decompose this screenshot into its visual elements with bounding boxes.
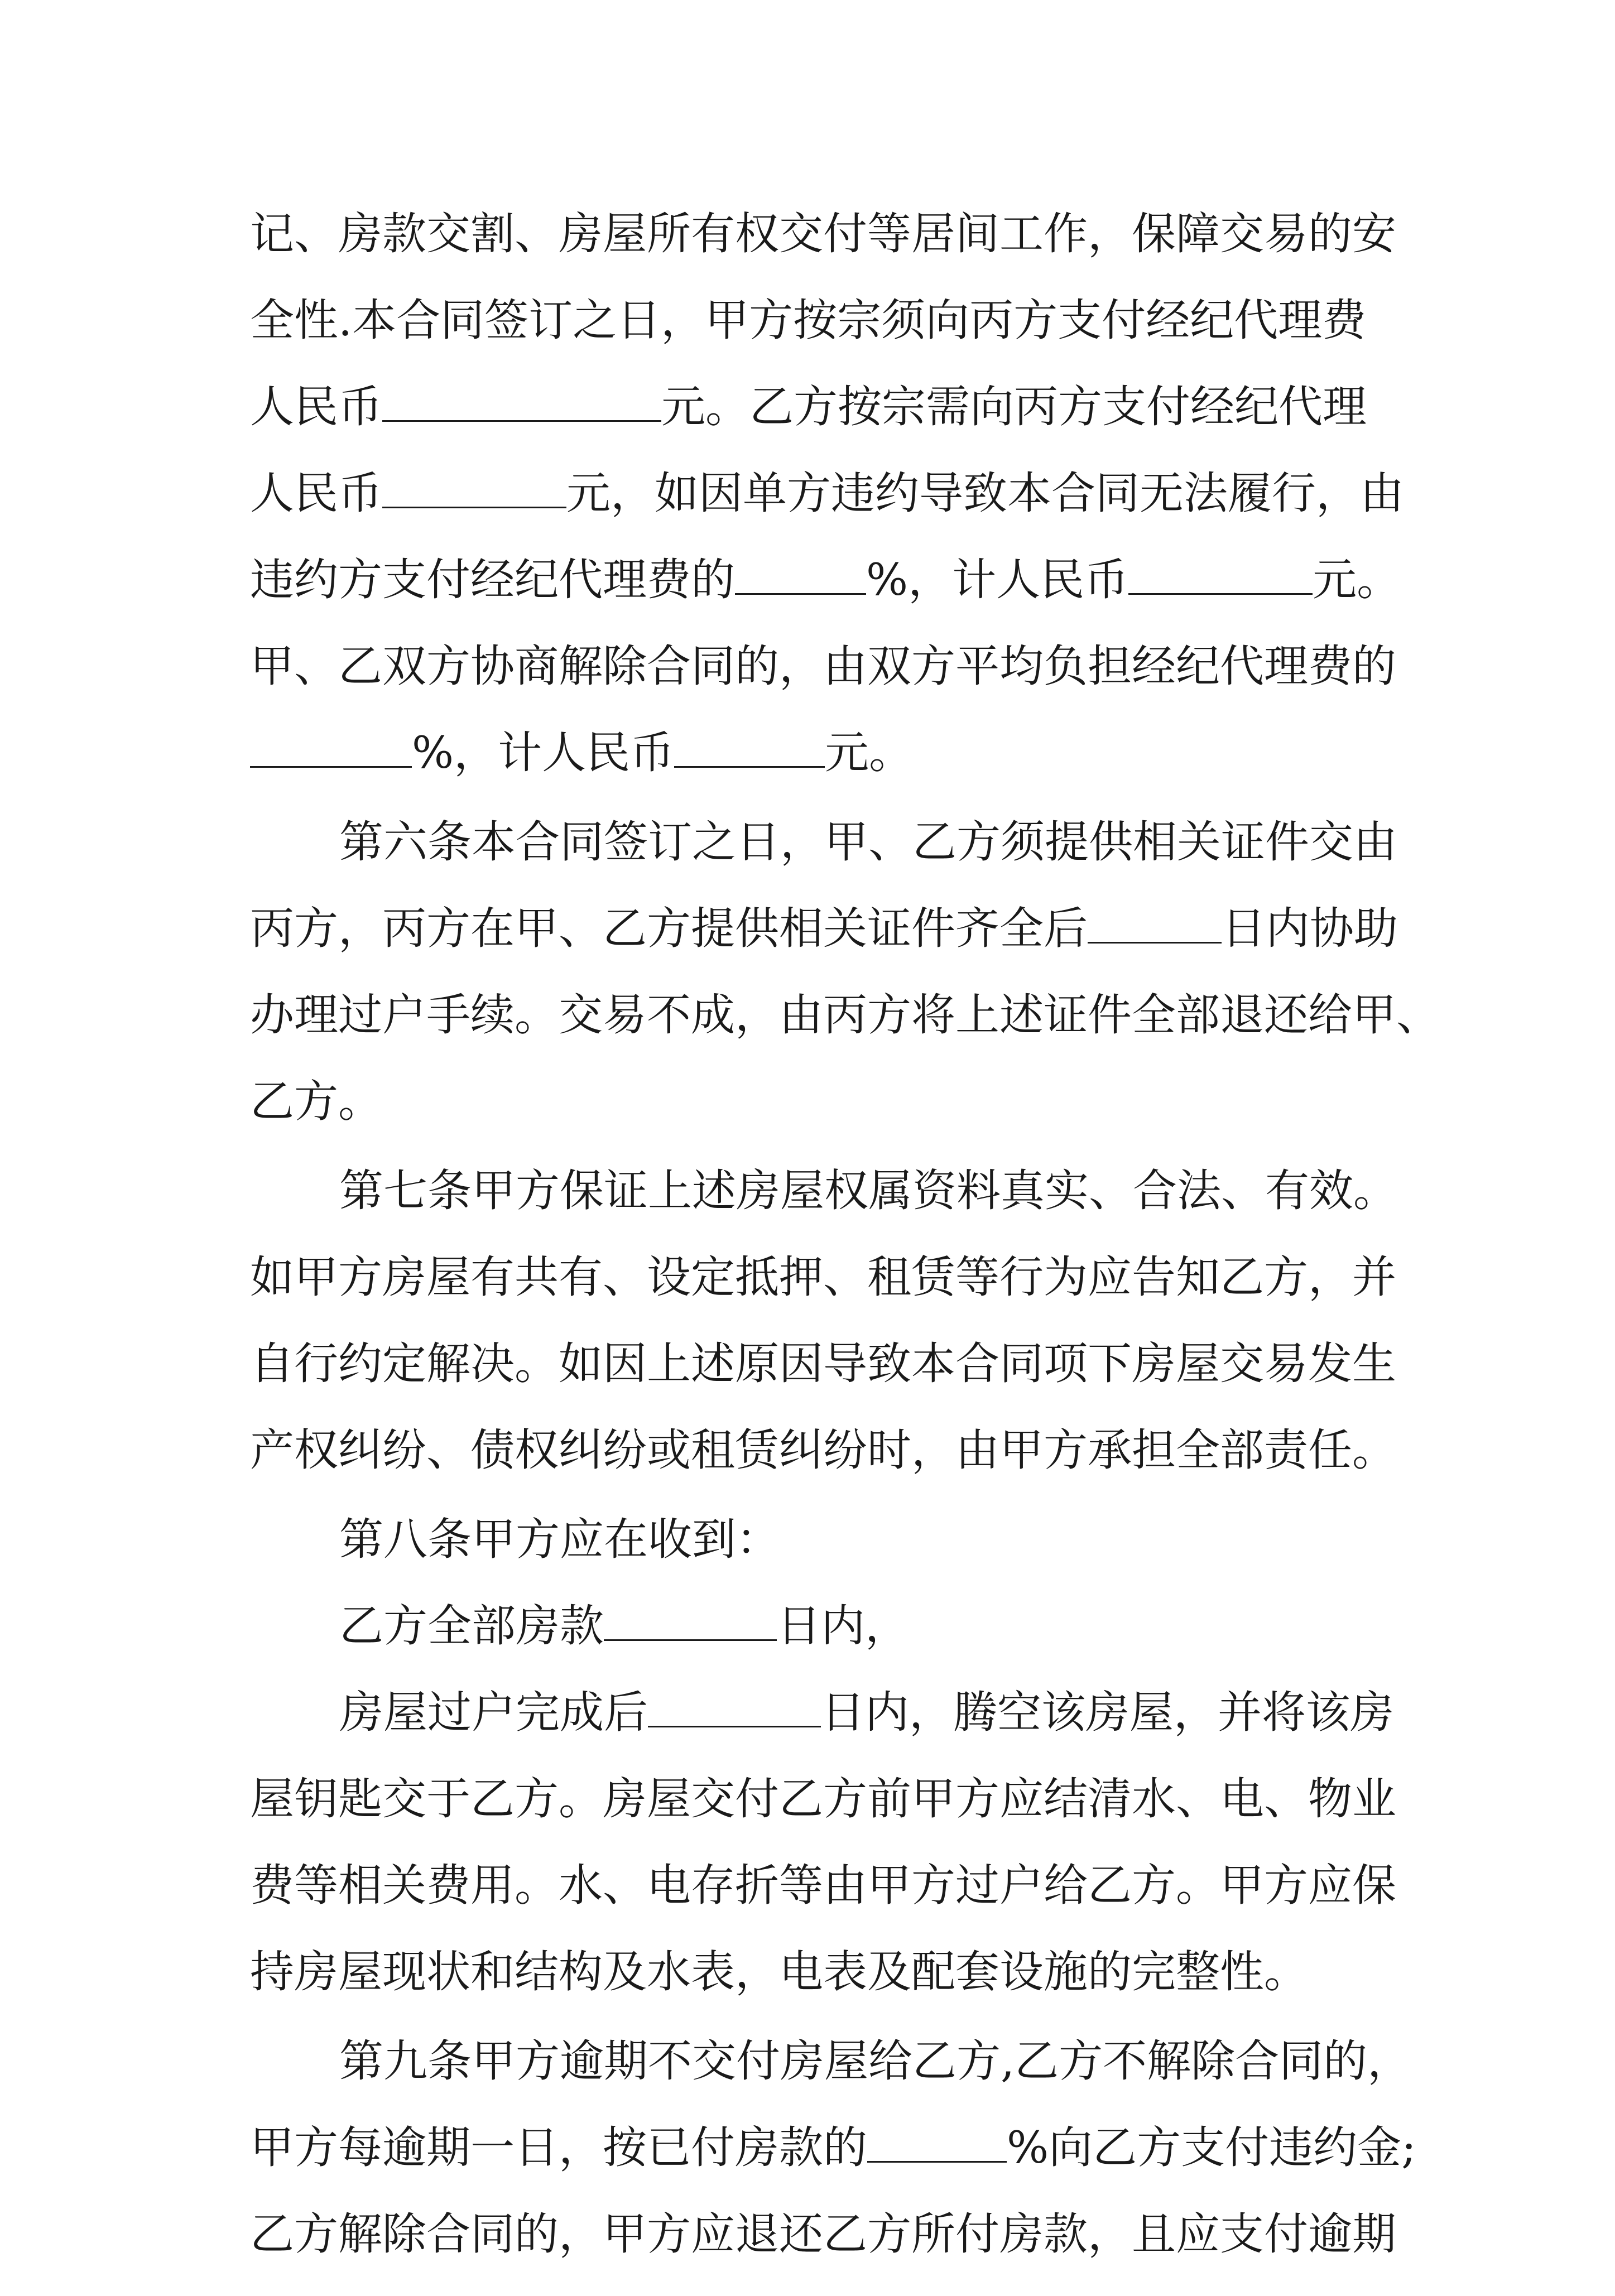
- text-line: [250, 2122, 1416, 2210]
- text-line: [339, 1600, 909, 1688]
- text-span: 元。: [825, 727, 914, 778]
- text-line: [250, 1424, 1396, 1512]
- text-span: 屋钥匙交于乙方。房屋交付乙方前甲方应结清水、电、物业: [250, 1773, 1396, 1825]
- fill-in-blank: [604, 1605, 777, 1641]
- text-line: [250, 1773, 1396, 1861]
- fill-in-blank: [1088, 907, 1222, 944]
- text-line: [339, 1687, 1394, 1774]
- text-span: 人民币: [250, 468, 382, 519]
- text-span: 丙方，丙方在甲、乙方提供相关证件齐全后: [250, 903, 1088, 954]
- text-span: 如甲方房屋有共有、设定抵押、租赁等行为应告知乙方，并: [250, 1252, 1396, 1303]
- text-span: 元。乙方按宗需向丙方支付经纪代理: [661, 381, 1367, 432]
- text-span: 全性.本合同签订之日，甲方按宗须向丙方支付经纪代理费: [250, 295, 1367, 346]
- text-span: 元。: [1313, 554, 1401, 605]
- text-span: %，计人民币: [866, 554, 1129, 605]
- text-span: 人民币: [250, 381, 382, 432]
- text-span: 自行约定解决。如因上述原因导致本合同项下房屋交易发生: [250, 1338, 1396, 1389]
- text-span: 违约方支付经纪代理费的: [250, 554, 735, 605]
- text-line: [250, 1338, 1396, 1426]
- text-span: 第七条甲方保证上述房屋权属资料真实、合法、有效。: [339, 1165, 1397, 1216]
- article-8-line: [339, 1514, 780, 1601]
- text-line: [250, 727, 914, 815]
- text-line: [250, 641, 1396, 728]
- fill-in-blank: [382, 472, 566, 508]
- text-span: 第六条本合同签订之日，甲、乙方须提供相关证件交由: [339, 816, 1397, 868]
- text-line: [250, 903, 1398, 990]
- text-span: 日内，腾空该房屋，并将该房: [821, 1687, 1394, 1738]
- text-span: 乙方解除合同的，甲方应退还乙方所付房款，且应支付逾期: [250, 2208, 1396, 2260]
- text-span: 乙方。: [250, 1076, 382, 1127]
- text-line: [250, 554, 1401, 642]
- text-line: [250, 1076, 382, 1163]
- text-line: [250, 208, 1396, 296]
- text-line: [250, 1252, 1396, 1339]
- fill-in-blank: [674, 731, 825, 768]
- text-line: [250, 295, 1367, 382]
- text-span: 日内协助: [1222, 903, 1398, 954]
- text-span: 持房屋现状和结构及水表，电表及配套设施的完整性。: [250, 1946, 1308, 1997]
- text-span: 第八条甲方应在收到：: [339, 1514, 780, 1565]
- text-line: [250, 1946, 1308, 2034]
- text-span: 房屋过户完成后: [339, 1687, 648, 1738]
- fill-in-blank: [250, 731, 412, 768]
- article-7-line: [339, 1165, 1397, 1253]
- fill-in-blank: [1128, 559, 1313, 595]
- text-span: 日内，: [777, 1600, 909, 1652]
- fill-in-blank: [735, 559, 866, 595]
- text-span: 办理过户手续。交易不成，由丙方将上述证件全部退还给甲、: [250, 989, 1440, 1041]
- text-span: 乙方全部房款: [339, 1600, 604, 1652]
- text-line: [250, 1860, 1396, 1947]
- text-span: %，计人民币: [412, 727, 675, 778]
- article-9-line: [339, 2035, 1412, 2123]
- text-span: 记、房款交割、房屋所有权交付等居间工作，保障交易的安: [250, 208, 1396, 259]
- text-span: %向乙方支付违约金;: [1007, 2122, 1416, 2173]
- fill-in-blank: [867, 2126, 1007, 2163]
- fill-in-blank: [382, 386, 661, 422]
- text-span: 费等相关费用。水、电存折等由甲方过户给乙方。甲方应保: [250, 1860, 1396, 1911]
- text-span: 甲方每逾期一日，按已付房款的: [250, 2122, 867, 2173]
- article-6-line: [339, 816, 1397, 904]
- text-span: 甲、乙双方协商解除合同的，由双方平均负担经纪代理费的: [250, 641, 1396, 692]
- text-line: [250, 468, 1404, 555]
- text-line: [250, 381, 1367, 469]
- text-span: 元，如因单方违约导致本合同无法履行，由: [566, 468, 1404, 519]
- text-span: 第九条甲方逾期不交付房屋给乙方,乙方不解除合同的，: [339, 2035, 1412, 2087]
- text-span: 产权纠纷、债权纠纷或租赁纠纷时，由甲方承担全部责任。: [250, 1424, 1396, 1476]
- fill-in-blank: [648, 1691, 821, 1727]
- text-line: [250, 989, 1440, 1077]
